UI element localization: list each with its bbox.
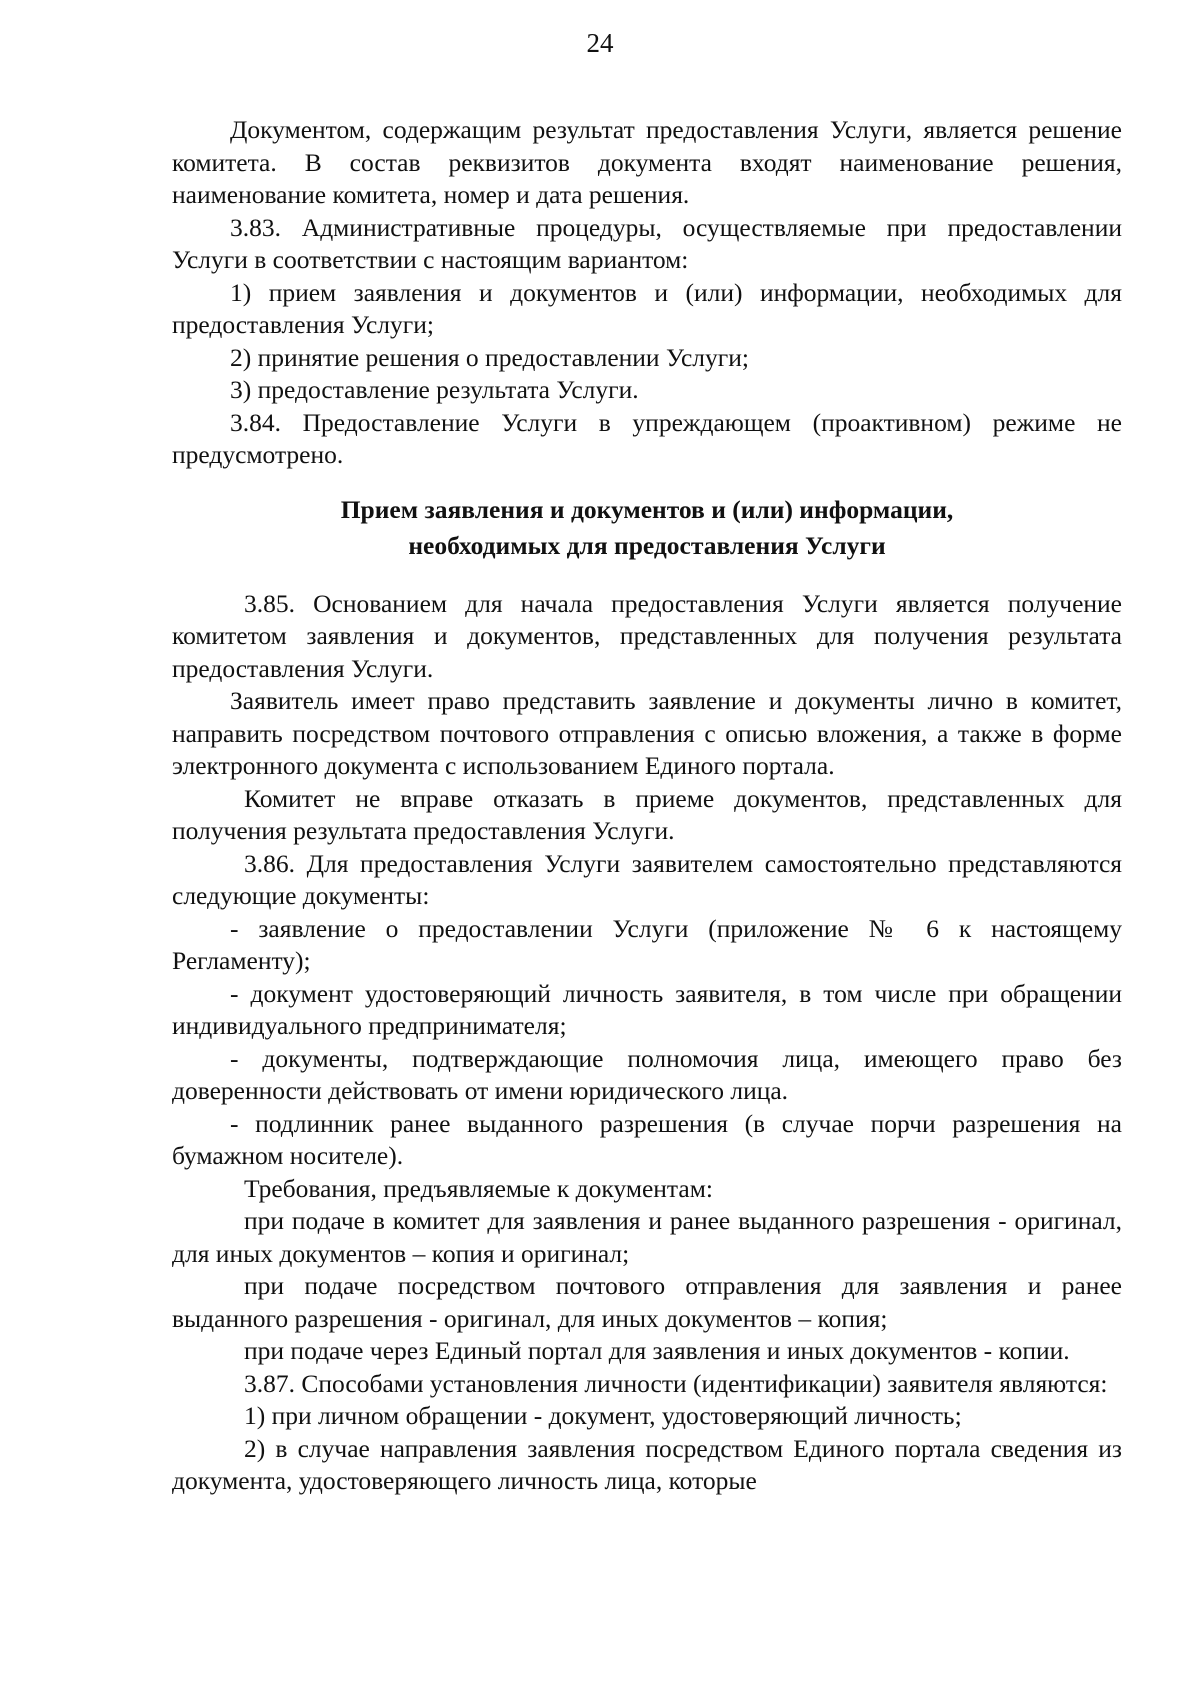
paragraph: при подаче посредством почтового отправления для заявления и ранее выданного разрешения - оригинал, для иных документов – копия; [172, 1271, 1122, 1333]
paragraph: 3.86. Для предоставления Услуги заявителем самостоятельно представляются следующие документы: [172, 848, 1122, 910]
list-item: 1) прием заявления и документов и (или) информации, необходимых для предоставления Услуги; [172, 277, 1122, 339]
paragraph: 3.84. Предоставление Услуги в упреждающем (проактивном) режиме не предусмотрено. [172, 407, 1122, 469]
list-item: - подлинник ранее выданного разрешения (в случае порчи разрешения на бумажном носителе). [172, 1108, 1122, 1170]
paragraph: 3.87. Способами установления личности (идентификации) заявителя являются: [244, 1368, 1108, 1398]
section-heading [172, 492, 1122, 564]
paragraph: 3.85. Основанием для начала предоставления Услуги является получение комитетом заявления и документов, представленных для получения результата предоставления Услуги. [172, 588, 1122, 683]
paragraph: при подаче в комитет для заявления и ранее выданного разрешения - оригинал, для иных документов – копия и оригинал; [172, 1206, 1122, 1268]
list-item: - документ удостоверяющий личность заявителя, в том числе при обращении индивидуального предпринимателя; [172, 978, 1122, 1040]
paragraph: Заявитель имеет право представить заявление и документы лично в комитет, направить посредством почтового отправления с описью вложения, а также в форме электронного документа с использованием Единого портала. [172, 686, 1122, 780]
section-heading-line: необходимых для предоставления Услуги [408, 530, 886, 560]
document-body [172, 114, 1122, 1498]
paragraph: 3.83. Административные процедуры, осуществляемые при предоставлении Услуги в соответствии с настоящим вариантом: [172, 212, 1122, 274]
list-item: 2) в случае направления заявления посредством Единого портала сведения из документа, удостоверяющего личность лица, которые [172, 1433, 1122, 1495]
list-item: 2) принятие решения о предоставлении Услуги; [230, 342, 749, 372]
list-item: 3) предоставление результата Услуги. [230, 375, 639, 404]
paragraph: Комитет не вправе отказать в приеме документов, представленных для получения результата предоставления Услуги. [172, 783, 1122, 845]
section-heading-line: Прием заявления и документов и (или) информации, [340, 494, 954, 524]
list-item: - заявление о предоставлении Услуги (приложение № 6 к настоящему Регламенту); [172, 913, 1122, 975]
list-item: 1) при личном обращении - документ, удостоверяющий личность; [244, 1401, 962, 1430]
paragraph: Документом, содержащим результат предоставления Услуги, является решение комитета. В состав реквизитов документа входят наименование решения, наименование комитета, номер и дата решения. [172, 115, 1122, 209]
paragraph: при подаче через Единый портал для заявления и иных документов - копии. [244, 1336, 1070, 1365]
paragraph: Требования, предъявляемые к документам: [244, 1173, 713, 1203]
page-number: 24 [586, 28, 614, 58]
list-item: - документы, подтверждающие полномочия лица, имеющего право без доверенности действовать от имени юридического лица. [172, 1043, 1122, 1105]
